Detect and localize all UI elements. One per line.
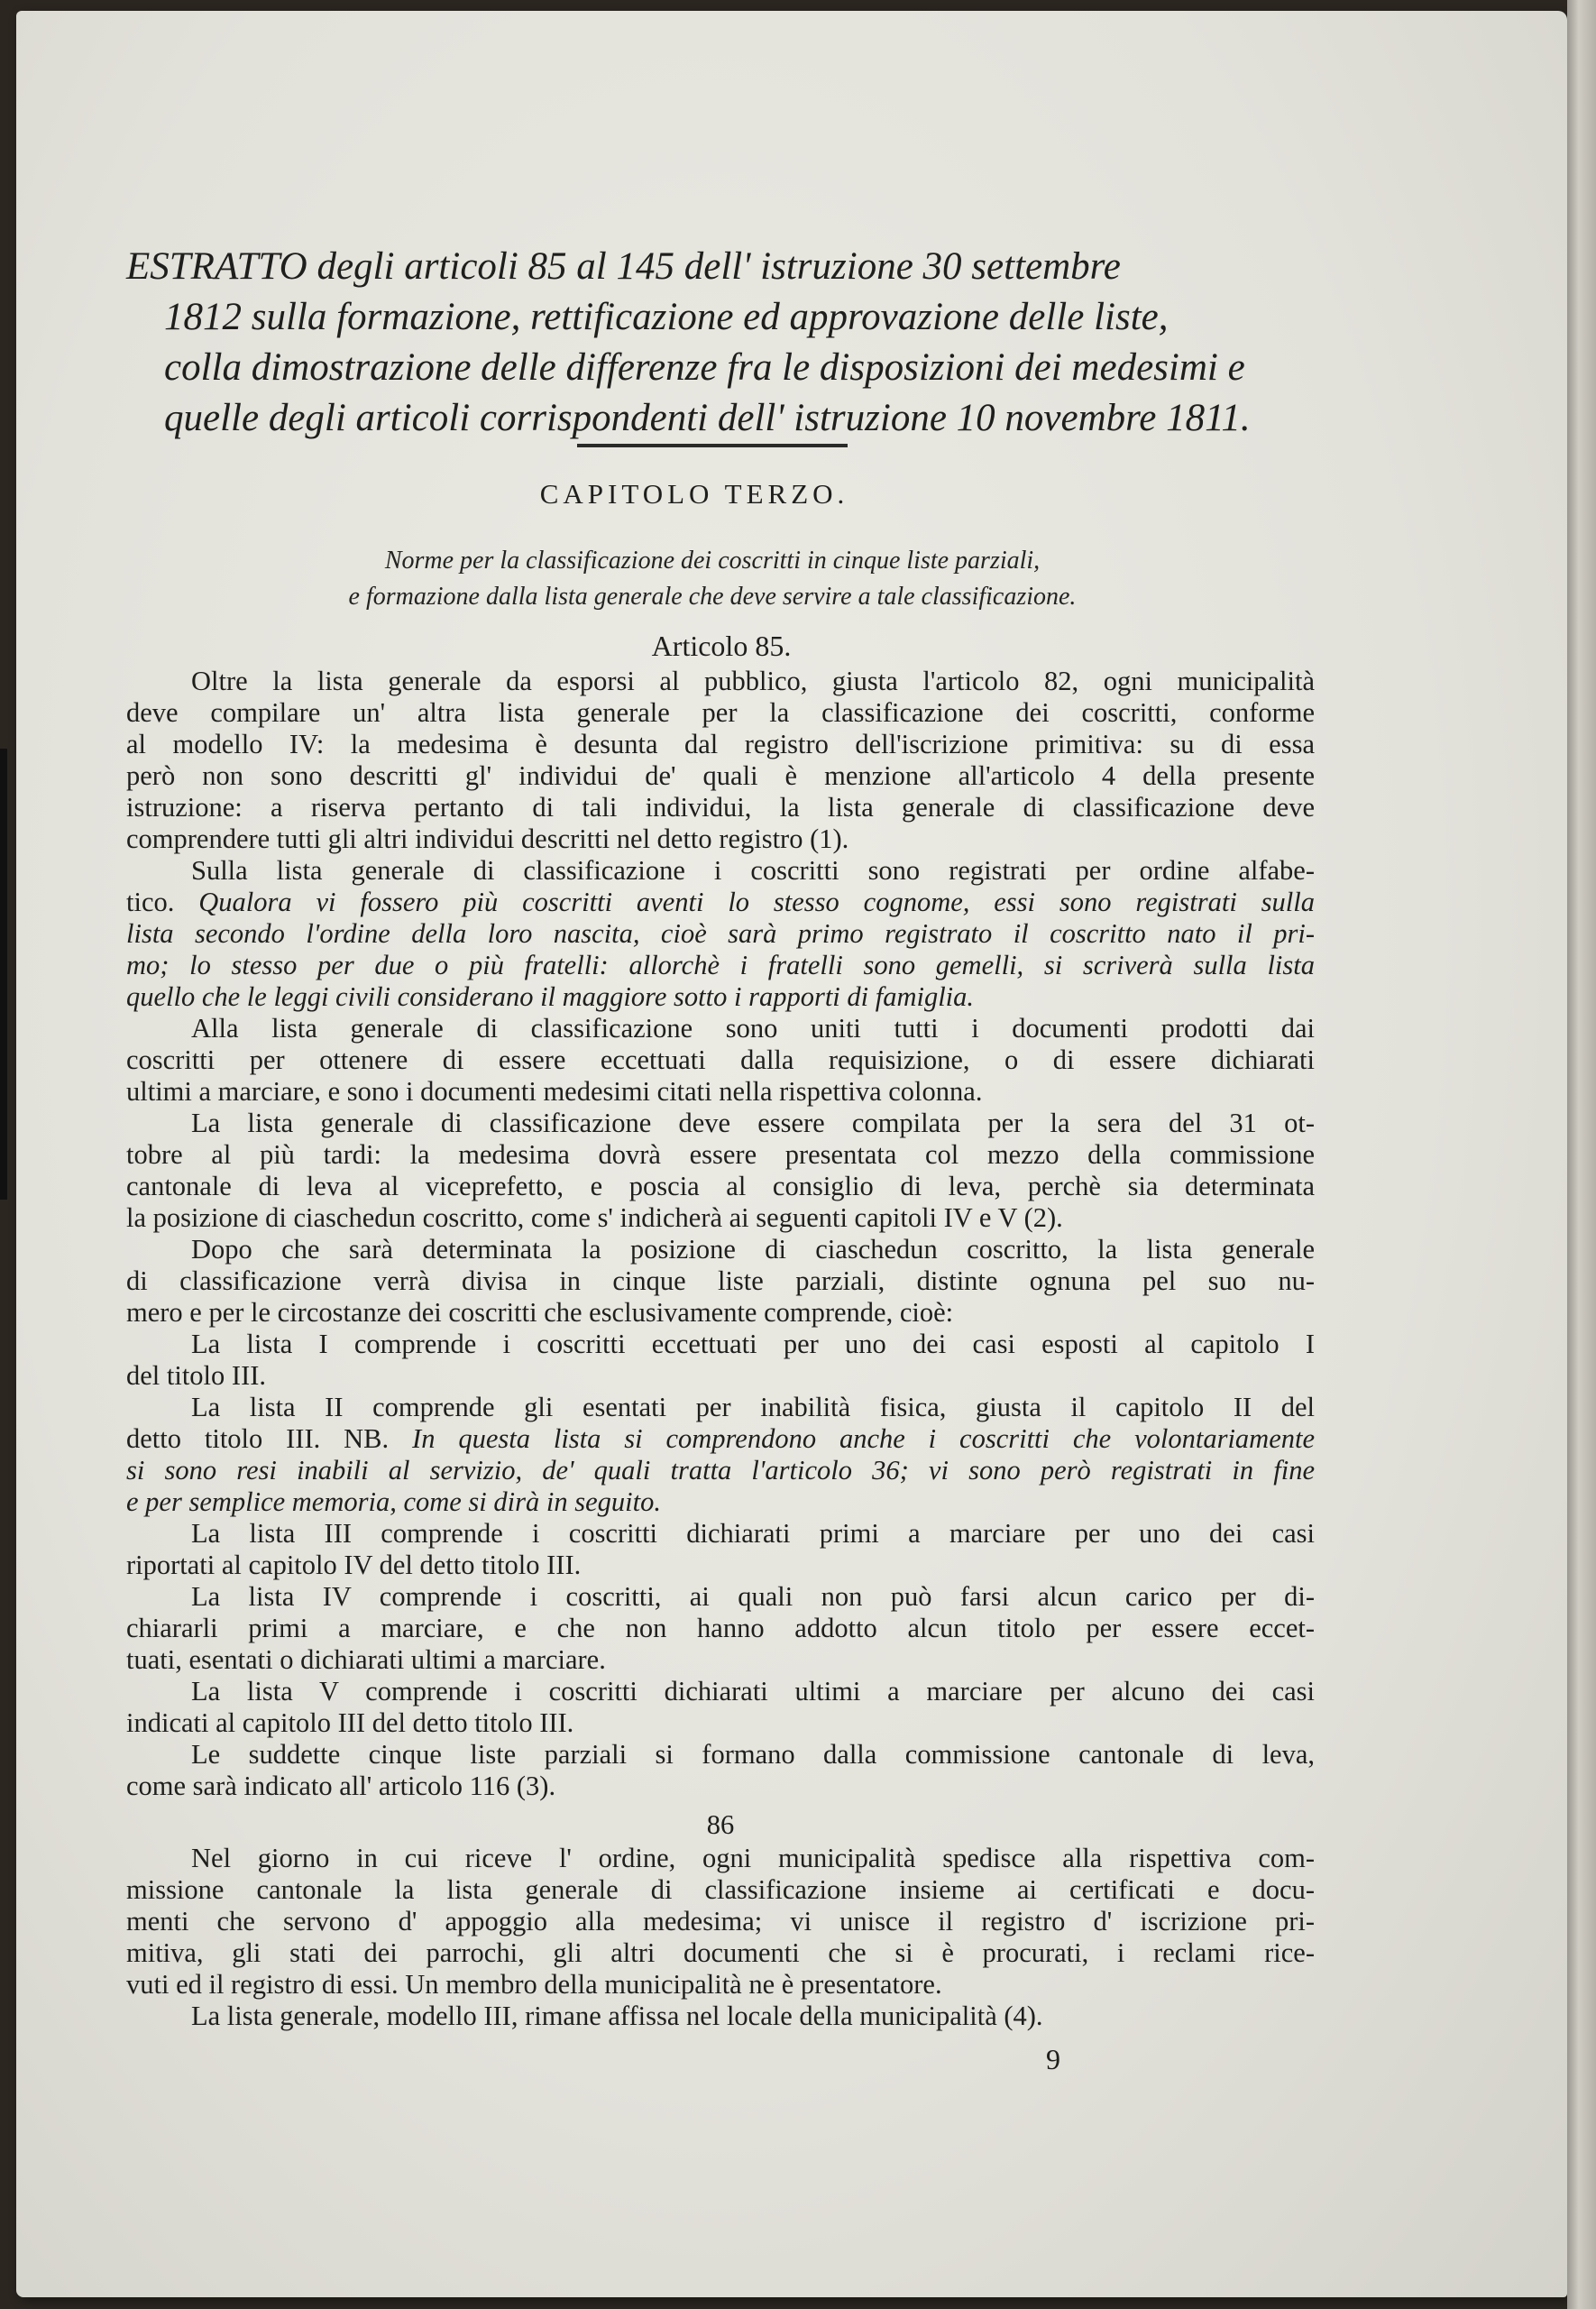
text-line: ultimi a marciare, e sono i documenti medesimi citati nella rispettiva colonna. <box>126 1076 983 1107</box>
italic-segment: Qualora vi fossero più coscritti aventi lo stesso cognome, essi sono registrati sulla <box>198 887 1315 917</box>
text-line: Sulla lista generale di classificazione i coscritti sono registrati per ordine alfabe- <box>191 855 1315 886</box>
text-line: La lista generale di classificazione deve essere compilata per la sera del 31 ot- <box>191 1108 1315 1138</box>
text-line: tobre al più tardi: la medesima dovrà essere presentata col mezzo della commissione <box>126 1139 1315 1170</box>
title-line: colla dimostrazione delle differenze fra le disposizioni dei medesimi e <box>164 346 1245 389</box>
text-line: menti che servono d' appoggio alla medesima; vi unisce il registro d' iscrizione pri- <box>126 1906 1315 1936</box>
article-86-heading: 86 <box>706 1809 735 1840</box>
text-segment: detto titolo III. NB. <box>126 1423 390 1454</box>
text-line <box>126 950 1315 981</box>
text-line: La lista IV comprende i coscritti, ai quali non può farsi alcun carico per di- <box>191 1581 1315 1612</box>
text-line: chiararli primi a marciare, e che non hanno addotto alcun titolo per essere eccet- <box>126 1613 1315 1643</box>
text-line: La lista III comprende i coscritti dichiarati primi a marciare per uno dei casi <box>191 1518 1315 1549</box>
text-line: Alla lista generale di classificazione sono uniti tutti i documenti prodotti dai <box>191 1013 1315 1044</box>
italic-segment: In questa lista si comprendono anche i coscritti che volontariamente <box>412 1423 1315 1454</box>
title-divider <box>577 444 848 447</box>
text-line: indicati al capitolo III del detto titolo III. <box>126 1707 574 1738</box>
text-line: mero e per le circostanze dei coscritti che esclusivamente comprende, cioè: <box>126 1297 954 1328</box>
subtitle-line: e formazione dalla lista generale che deve servire a tale classificazione. <box>348 583 1077 611</box>
italic-segment: lista secondo l'ordine della loro nascita, cioè sarà primo registrato il coscritto nato il pri- <box>126 918 1315 949</box>
text-line: Le suddette cinque liste parziali si formano dalla commissione cantonale di leva, <box>191 1739 1315 1770</box>
text-line: La lista II comprende gli esentati per inabilità fisica, giusta il capitolo II del <box>191 1392 1315 1422</box>
article-85-heading: Articolo 85. <box>651 630 792 662</box>
document-title <box>126 242 1298 444</box>
text-line: la posizione di ciaschedun coscritto, come s' indicherà ai seguenti capitoli IV e V (2). <box>126 1202 1063 1233</box>
text-segment: tico. <box>126 887 175 917</box>
text-line: tuati, esentati o dichiarati ultimi a marciare. <box>126 1644 606 1675</box>
text-line: vuti ed il registro di essi. Un membro della municipalità ne è presentatore. <box>126 1969 942 2000</box>
text-line: istruzione: a riserva pertanto di tali individui, la lista generale di classificazione deve <box>126 792 1315 823</box>
text-line: coscritti per ottenere di essere eccettuati dalla requisizione, o di essere dichiarati <box>126 1044 1315 1075</box>
text-line: La lista generale, modello III, rimane affissa nel locale della municipalità (4). <box>191 2001 1043 2031</box>
text-line <box>126 981 1315 1013</box>
text-line: però non sono descritti gl' individui de' quali è menzione all'articolo 4 della presente <box>126 760 1315 791</box>
text-line <box>126 1455 1315 1486</box>
title-line: ESTRATTO degli articoli 85 al 145 dell' istruzione 30 settembre <box>126 245 1121 288</box>
text-line: deve compilare un' altra lista generale per la classificazione dei coscritti, conforme <box>126 697 1315 728</box>
text-line: riportati al capitolo IV del detto titolo III. <box>126 1550 582 1580</box>
text-line: Nel giorno in cui riceve l' ordine, ogni municipalità spedisce alla rispettiva com- <box>191 1843 1315 1873</box>
page-number: 9 <box>1046 2043 1060 2075</box>
italic-segment: e per semplice memoria, come si dirà in seguito. <box>126 1486 661 1517</box>
text-line: La lista I comprende i coscritti eccettuati per uno dei casi esposti al capitolo I <box>191 1329 1315 1359</box>
text-line: Oltre la lista generale da esporsi al pubblico, giusta l'articolo 82, ogni municipalità <box>191 666 1315 696</box>
binding-bar <box>0 749 7 1200</box>
italic-segment: si sono resi inabili al servizio, de' quali tratta l'articolo 36; vi sono però registrati in fine <box>126 1455 1315 1486</box>
page-edge <box>1567 0 1596 2309</box>
title-line: quelle degli articoli corrispondenti dell' istruzione 10 novembre 1811. <box>164 397 1251 439</box>
text-line: missione cantonale la lista generale di classificazione insieme ai certificati e docu- <box>126 1874 1315 1905</box>
text-line: mitiva, gli stati dei parrochi, gli altri documenti che si è procurati, i reclami rice- <box>126 1937 1315 1968</box>
text-line: La lista V comprende i coscritti dichiarati ultimi a marciare per alcuno dei casi <box>191 1676 1315 1706</box>
text-line <box>126 1423 1315 1455</box>
text-line: del titolo III. <box>126 1360 267 1391</box>
text-line <box>126 918 1315 950</box>
text-line <box>126 887 1315 918</box>
text-line: come sarà indicato all' articolo 116 (3). <box>126 1771 556 1801</box>
chapter-subtitle <box>180 543 1244 615</box>
text-line: Dopo che sarà determinata la posizione di ciaschedun coscritto, la lista generale <box>191 1234 1315 1265</box>
title-line: 1812 sulla formazione, rettificazione ed approvazione delle liste, <box>164 296 1169 338</box>
text-line <box>126 1486 1315 1518</box>
text-line: comprendere tutti gli altri individui descritti nel detto registro (1). <box>126 823 849 854</box>
article-body <box>126 666 1315 2032</box>
text-line: cantonale di leva al viceprefetto, e poscia al consiglio di leva, perchè sia determinata <box>126 1171 1315 1201</box>
subtitle-line: Norme per la classificazione dei coscritti in cinque liste parziali, <box>384 547 1041 575</box>
italic-segment: mo; lo stesso per due o più fratelli: allorchè i fratelli sono gemelli, si scriverà sulla lista <box>126 950 1315 980</box>
text-line: al modello IV: la medesima è desunta dal registro dell'iscrizione primitiva: su di essa <box>126 729 1315 759</box>
text-line: di classificazione verrà divisa in cinque liste parziali, distinte ognuna pel suo nu- <box>126 1265 1315 1296</box>
italic-segment: quello che le leggi civili considerano il maggiore sotto i rapporti di famiglia. <box>126 981 975 1012</box>
chapter-heading: CAPITOLO TERZO. <box>539 478 849 510</box>
